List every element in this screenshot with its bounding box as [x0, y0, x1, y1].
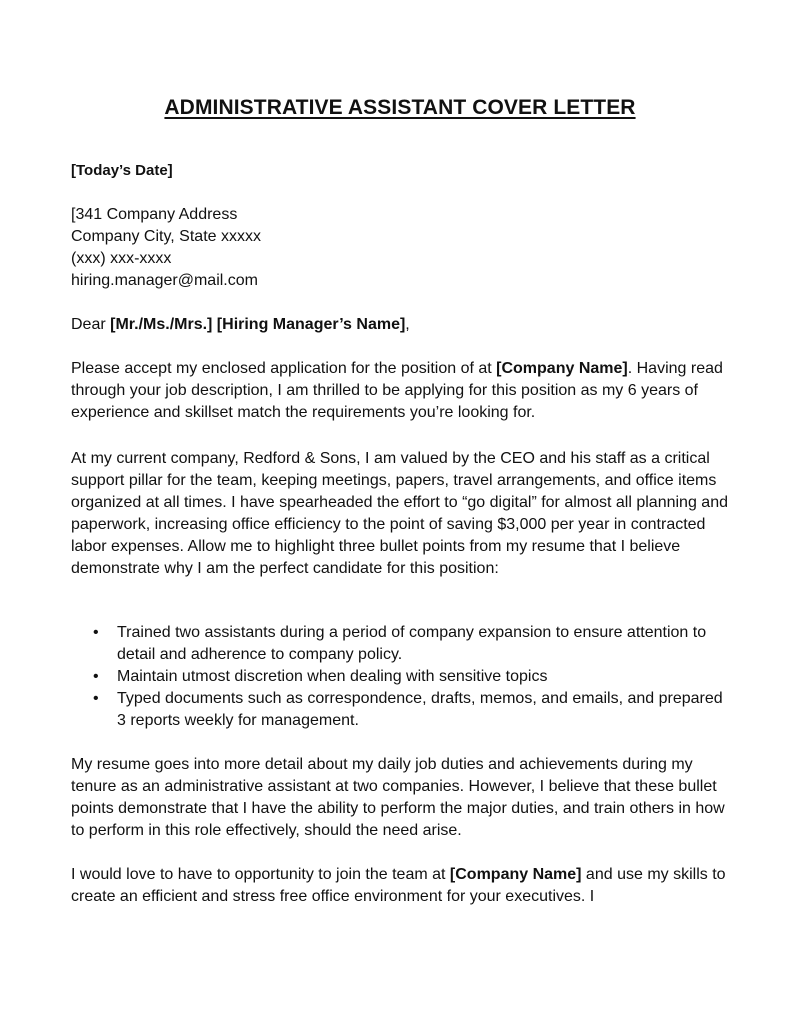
list-item	[71, 666, 731, 688]
list-item-text: Trained two assistants during a period of company expansion to ensure attention to detail and adherence to company policy.	[117, 624, 707, 663]
address-line: [341 Company Address	[71, 206, 238, 223]
paragraph-resume-detail: My resume goes into more detail about my daily job duties and achievements during my tenure as an administrative assistant at two companies. However, I believe that these bullet points demonstrate that I have the ability to perform the major duties, and train others in how to perform in this role effectively, should the need arise.	[71, 756, 725, 839]
salutation-suffix: ,	[405, 316, 410, 333]
document-title: ADMINISTRATIVE ASSISTANT COVER LETTER	[164, 96, 636, 119]
address-line: (xxx) xxx-xxxx	[71, 250, 172, 267]
company-name-placeholder: [Company Name]	[449, 866, 582, 883]
paragraph-closing	[71, 864, 731, 908]
bullet-icon: •	[93, 690, 99, 707]
company-name-placeholder: [Company Name]	[496, 360, 628, 377]
paragraph-experience: At my current company, Redford & Sons, I am valued by the CEO and his staff as a critical support pillar for the team, keeping meetings, papers, travel arrangements, and office items organized at all times. I have spearheaded the effort to “go digital” for almost all planning and paperwork, increasing office efficiency to the point of saving $3,000 per year in contracted labor expenses. Allow me to highlight three bullet points from my resume that I believe demonstrate why I am the perfect candidate for this position:	[71, 450, 728, 577]
address-line: Company City, State xxxxx	[71, 228, 261, 245]
bullet-icon: •	[93, 624, 99, 641]
highlights-list	[71, 622, 731, 732]
paragraph-intro-text-b: . Having read through your job description, I am thrilled to be applying for this position as my 6 years of experience and skillset match the requirements you’re looking for.	[71, 360, 723, 421]
recipient-address	[71, 204, 731, 292]
salutation-name: [Mr./Ms./Mrs.] [Hiring Manager’s Name]	[110, 316, 406, 333]
paragraph-intro-text-a: Please accept my enclosed application for the position of at	[71, 360, 497, 377]
list-item-text: Typed documents such as correspondence, drafts, memos, and emails, and prepared 3 reports weekly for management.	[117, 690, 723, 729]
list-item	[71, 688, 731, 732]
salutation	[71, 314, 731, 336]
address-line-email: hiring.manager@mail.com	[71, 272, 258, 289]
list-item-text: Maintain utmost discretion when dealing with sensitive topics	[117, 668, 548, 685]
list-item	[71, 622, 731, 666]
paragraph-closing-text-a: I would love to have to opportunity to join the team at	[71, 866, 450, 883]
paragraph-closing-text-b: and use my skills to create an efficient and stress free office environment for your executives. I	[71, 866, 726, 905]
bullet-icon: •	[93, 668, 99, 685]
paragraph-intro	[71, 358, 731, 424]
salutation-prefix: Dear	[71, 316, 111, 333]
date-placeholder: [Today’s Date]	[71, 162, 173, 179]
